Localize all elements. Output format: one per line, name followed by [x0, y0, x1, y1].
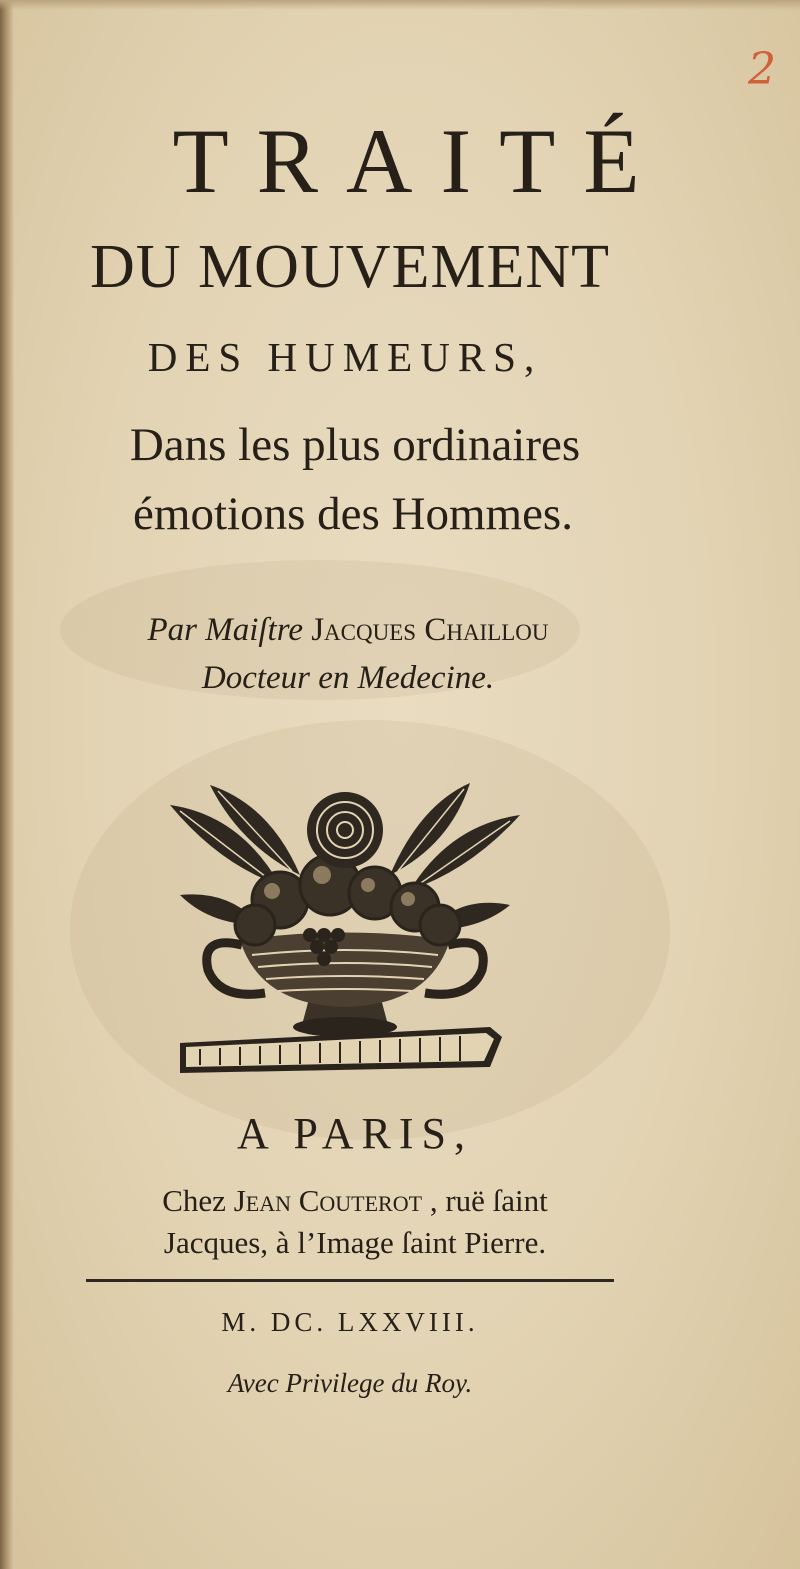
author-line-1: [0, 612, 748, 649]
imprint-line-2: Jacques, à l’Image ſaint Pierre.: [163, 1225, 547, 1260]
author-name: Jacques Chaillou: [311, 612, 549, 648]
horizontal-rule: [86, 1279, 614, 1282]
page-top-edge: [0, 0, 800, 10]
printer-name: Jean Couterot: [233, 1183, 423, 1218]
author-prefix: Par Maiſtre: [147, 612, 312, 648]
imprint-suffix: , ruë ſaint: [422, 1183, 548, 1218]
title-line-1: TRAITÉ: [172, 110, 668, 212]
subtitle-line-1: Dans les plus ordinaires: [129, 419, 581, 471]
privilege-line: Avec Privilege du Roy.: [227, 1368, 473, 1398]
folio-mark: 2: [748, 44, 776, 95]
fruit-basket-woodcut-icon: [160, 775, 530, 1085]
imprint-prefix: Chez: [162, 1183, 234, 1218]
author-line-2: Docteur en Medecine.: [201, 660, 495, 696]
title-line-3: DES HUMEURS,: [147, 334, 543, 380]
publication-year: M. DC. LXXVIII.: [221, 1307, 479, 1337]
imprint-city: A PARIS,: [236, 1109, 474, 1158]
subtitle-line-2: émotions des Hommes.: [133, 488, 573, 540]
title-line-2: DU MOUVEMENT: [89, 233, 611, 301]
imprint-line-1: [0, 1183, 755, 1219]
